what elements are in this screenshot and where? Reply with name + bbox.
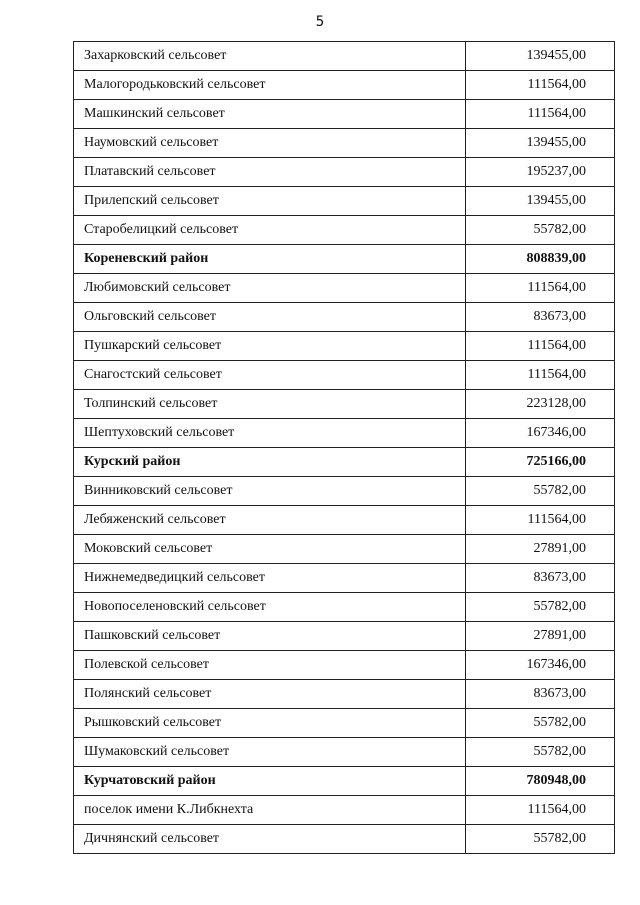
council-name: Нижнемедведицкий сельсовет bbox=[74, 564, 466, 593]
district-total-amount: 780948,00 bbox=[466, 767, 615, 796]
table-row bbox=[74, 506, 615, 535]
council-name: Наумовский сельсовет bbox=[74, 129, 466, 158]
amount-cell: 83673,00 bbox=[466, 680, 615, 709]
amount-cell: 55782,00 bbox=[466, 709, 615, 738]
council-name: Моковский сельсовет bbox=[74, 535, 466, 564]
table-row bbox=[74, 825, 615, 854]
table-row bbox=[74, 100, 615, 129]
table-row bbox=[74, 129, 615, 158]
district-total-row bbox=[74, 767, 615, 796]
table-row bbox=[74, 42, 615, 71]
council-name: Ольговский сельсовет bbox=[74, 303, 466, 332]
amount-cell: 55782,00 bbox=[466, 216, 615, 245]
amount-cell: 55782,00 bbox=[466, 738, 615, 767]
amount-cell: 167346,00 bbox=[466, 651, 615, 680]
council-name: Полянский сельсовет bbox=[74, 680, 466, 709]
district-total-row bbox=[74, 245, 615, 274]
table-row bbox=[74, 187, 615, 216]
council-name: Платавский сельсовет bbox=[74, 158, 466, 187]
council-name: Пушкарский сельсовет bbox=[74, 332, 466, 361]
amount-cell: 83673,00 bbox=[466, 564, 615, 593]
council-name: Толпинский сельсовет bbox=[74, 390, 466, 419]
district-total-amount: 725166,00 bbox=[466, 448, 615, 477]
table-row bbox=[74, 158, 615, 187]
page-number: 5 bbox=[315, 14, 325, 30]
amount-cell: 139455,00 bbox=[466, 187, 615, 216]
table-row bbox=[74, 216, 615, 245]
allocation-table-body bbox=[74, 42, 615, 854]
table-row bbox=[74, 593, 615, 622]
council-name: Захарковский сельсовет bbox=[74, 42, 466, 71]
table-row bbox=[74, 709, 615, 738]
allocation-table bbox=[73, 41, 615, 854]
council-name: Прилепский сельсовет bbox=[74, 187, 466, 216]
amount-cell: 139455,00 bbox=[466, 42, 615, 71]
table-row bbox=[74, 419, 615, 448]
table-row bbox=[74, 390, 615, 419]
amount-cell: 111564,00 bbox=[466, 796, 615, 825]
amount-cell: 195237,00 bbox=[466, 158, 615, 187]
amount-cell: 55782,00 bbox=[466, 593, 615, 622]
amount-cell: 223128,00 bbox=[466, 390, 615, 419]
table-row bbox=[74, 303, 615, 332]
table-row bbox=[74, 796, 615, 825]
amount-cell: 27891,00 bbox=[466, 622, 615, 651]
amount-cell: 27891,00 bbox=[466, 535, 615, 564]
council-name: Шептуховский сельсовет bbox=[74, 419, 466, 448]
table-row bbox=[74, 535, 615, 564]
district-total-row bbox=[74, 448, 615, 477]
amount-cell: 111564,00 bbox=[466, 361, 615, 390]
council-name: Машкинский сельсовет bbox=[74, 100, 466, 129]
amount-cell: 167346,00 bbox=[466, 419, 615, 448]
council-name: Малогородьковский сельсовет bbox=[74, 71, 466, 100]
district-name: Курчатовский район bbox=[74, 767, 466, 796]
amount-cell: 111564,00 bbox=[466, 506, 615, 535]
amount-cell: 111564,00 bbox=[466, 332, 615, 361]
table-row bbox=[74, 332, 615, 361]
amount-cell: 111564,00 bbox=[466, 71, 615, 100]
district-name: Кореневский район bbox=[74, 245, 466, 274]
table-row bbox=[74, 651, 615, 680]
council-name: Рышковский сельсовет bbox=[74, 709, 466, 738]
council-name: Снагостский сельсовет bbox=[74, 361, 466, 390]
council-name: Шумаковский сельсовет bbox=[74, 738, 466, 767]
council-name: Полевской сельсовет bbox=[74, 651, 466, 680]
table-row bbox=[74, 680, 615, 709]
council-name: Любимовский сельсовет bbox=[74, 274, 466, 303]
council-name: Новопоселеновский сельсовет bbox=[74, 593, 466, 622]
council-name: Старобелицкий сельсовет bbox=[74, 216, 466, 245]
council-name: поселок имени К.Либкнехта bbox=[74, 796, 466, 825]
table-row bbox=[74, 564, 615, 593]
amount-cell: 139455,00 bbox=[466, 129, 615, 158]
amount-cell: 55782,00 bbox=[466, 825, 615, 854]
table-row bbox=[74, 622, 615, 651]
district-name: Курский район bbox=[74, 448, 466, 477]
amount-cell: 111564,00 bbox=[466, 274, 615, 303]
table-row bbox=[74, 361, 615, 390]
table-row bbox=[74, 477, 615, 506]
table-row bbox=[74, 274, 615, 303]
council-name: Пашковский сельсовет bbox=[74, 622, 466, 651]
amount-cell: 55782,00 bbox=[466, 477, 615, 506]
amount-cell: 83673,00 bbox=[466, 303, 615, 332]
district-total-amount: 808839,00 bbox=[466, 245, 615, 274]
council-name: Лебяженский сельсовет bbox=[74, 506, 466, 535]
amount-cell: 111564,00 bbox=[466, 100, 615, 129]
table-row bbox=[74, 71, 615, 100]
table-row bbox=[74, 738, 615, 767]
council-name: Дичнянский сельсовет bbox=[74, 825, 466, 854]
council-name: Винниковский сельсовет bbox=[74, 477, 466, 506]
